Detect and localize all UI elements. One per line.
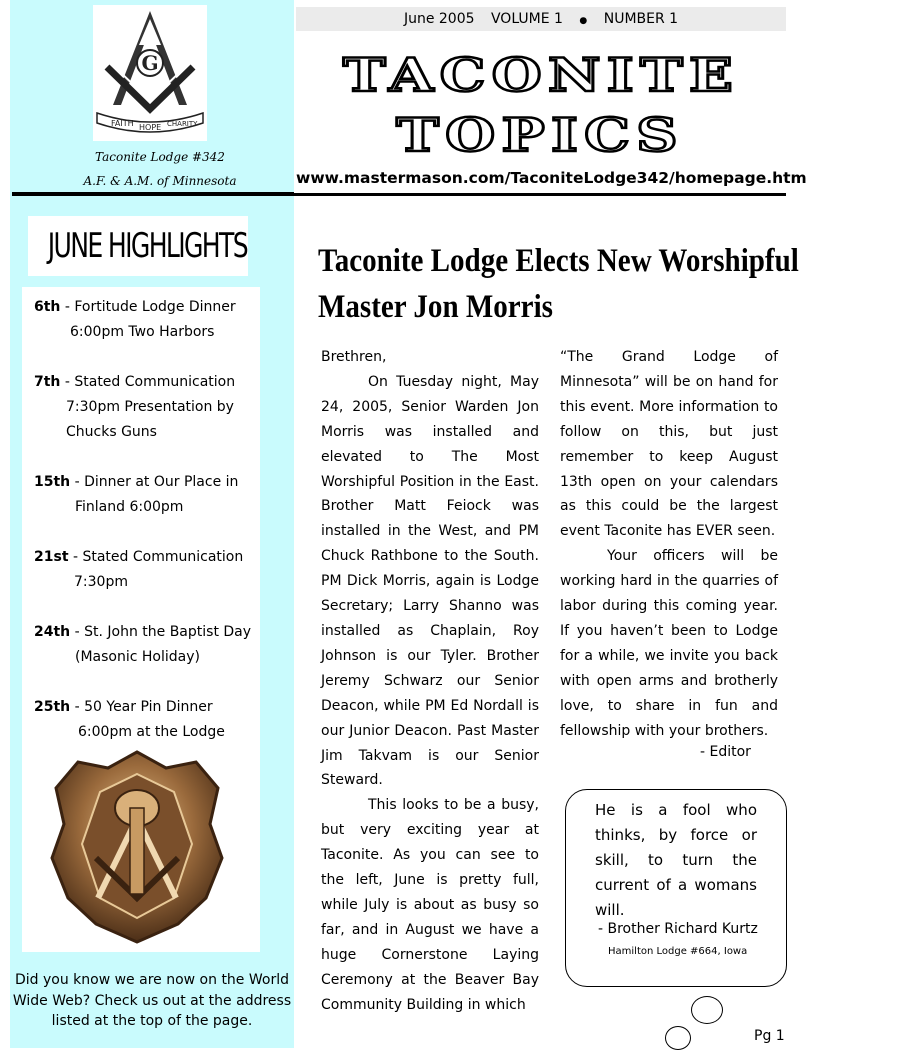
- article-paragraph: “The Grand Lodge of Minnesota” will be on hand for this event. More information to follow on this, but just remember to keep August 13th open on your calendars as this could be the largest event Taconite has EVER seen.: [560, 349, 778, 540]
- page-number: Pg 1: [754, 1028, 785, 1044]
- event-date: 6th: [34, 299, 61, 315]
- event-line1: 50 Year Pin Dinner: [84, 699, 213, 715]
- issue-bullet: ●: [579, 16, 588, 26]
- highlights-title: JUNE HIGHLIGHTS: [47, 226, 248, 266]
- masonic-logo: [93, 5, 207, 141]
- lodge-name: Taconite Lodge #342: [95, 150, 225, 164]
- event-date: 25th: [34, 699, 71, 715]
- article-paragraph: This looks to be a busy, but very exciting year at Taconite. As you can see to the left, June is pretty full, while July is about as busy so far, and in August we have a huge Cornerstone Laying Ceremony at the Beaver Bay Community Building in which: [321, 797, 539, 1013]
- divider-left: [12, 192, 294, 196]
- headline-line1: Taconite Lodge Elects New Worshipful: [318, 243, 799, 279]
- event-date: 21st: [34, 549, 69, 565]
- article-column-2: [560, 345, 778, 744]
- article-headline: [318, 238, 799, 330]
- divider-right: [294, 193, 786, 196]
- quote-author: - Brother Richard Kurtz: [598, 921, 758, 937]
- website-note: Did you know we are now on the World Wide Web? Check us out at the address listed at the top of the page.: [12, 972, 292, 1029]
- article-paragraph: On Tuesday night, May 24, 2005, Senior Warden Jon Morris was installed and elevated to The Most Worshipful Position in the East. Brother Matt Feiock was installed in the West, and PM Chuck Rathbone to the South. PM Dick Morris, again is Lodge Secretary; Larry Shanno was installed as Chaplain, Roy Johnson is our Tyler. Brother Jeremy Schwarz our Senior Deacon, while PM Ed Nordall is our Junior Deacon. Past Master Jim Takvam is our Senior Steward.: [321, 373, 539, 789]
- event-line3: Chucks Guns: [66, 424, 157, 440]
- event-date: 15th: [34, 474, 71, 490]
- article-column-1: [321, 345, 539, 1017]
- logo-word-charity: CHARITY: [167, 120, 198, 128]
- thought-bubble: [691, 996, 723, 1024]
- masonic-emblem: [46, 748, 228, 950]
- newsletter-title-line1: TACONITE: [342, 48, 740, 102]
- logo-word-hope: HOPE: [139, 123, 162, 132]
- square-compass-icon: [93, 5, 207, 141]
- event-line1: Stated Communication: [74, 374, 236, 390]
- event-item: 15th - Dinner at Our Place in Finland 6:00pm: [34, 470, 256, 520]
- quote-lodge: Hamilton Lodge #664, Iowa: [608, 946, 748, 957]
- logo-word-faith: FAITH: [111, 119, 134, 128]
- issue-number: NUMBER 1: [603, 11, 679, 27]
- event-date: 24th: [34, 624, 71, 640]
- issue-bar: [296, 7, 786, 31]
- website-url[interactable]: www.mastermason.com/TaconiteLodge342/homepage.htm: [296, 169, 807, 187]
- event-item: 7th - Stated Communication 7:30pm Presentation by Chucks Guns: [34, 370, 256, 445]
- article-paragraph: Your officers will be working hard in the quarries of labor during this coming year. If you haven’t been to Lodge for a while, we invite you back with open arms and brotherly love, to share in fun and fellowship with your brothers.: [560, 548, 778, 739]
- event-line2: 6:00pm Two Harbors: [70, 324, 215, 340]
- article-salutation: Brethren,: [321, 349, 387, 365]
- newsletter-title-line2: TOPICS: [396, 108, 684, 162]
- events-list: [22, 287, 260, 952]
- event-line1: Stated Communication: [82, 549, 244, 565]
- masonic-emblem-icon: [46, 748, 228, 946]
- highlights-header: [28, 216, 248, 276]
- event-item: 6th - Fortitude Lodge Dinner 6:00pm Two Harbors: [34, 295, 256, 345]
- event-line2: Finland 6:00pm: [75, 499, 184, 515]
- event-line2: 7:30pm Presentation by: [66, 399, 234, 415]
- quote-text: He is a fool who thinks, by force or skill, to turn the current of a womans will.: [595, 801, 757, 919]
- quote-box: [565, 789, 787, 987]
- event-date: 7th: [34, 374, 61, 390]
- event-line2: (Masonic Holiday): [75, 649, 200, 665]
- event-line1: Dinner at Our Place in: [84, 474, 239, 490]
- issue-date: June 2005: [403, 11, 475, 27]
- lodge-subtitle: A.F. & A.M. of Minnesota: [83, 174, 237, 188]
- event-line1: St. John the Baptist Day: [84, 624, 252, 640]
- event-item: 25th - 50 Year Pin Dinner 6:00pm at the Lodge: [34, 695, 256, 745]
- logo-letter: G: [141, 51, 159, 75]
- event-line2: 6:00pm at the Lodge: [78, 724, 225, 740]
- article-signoff: - Editor: [700, 744, 751, 760]
- sidebar: [10, 0, 294, 1048]
- event-line1: Fortitude Lodge Dinner: [74, 299, 236, 315]
- event-item: 24th - St. John the Baptist Day (Masonic Holiday): [34, 620, 256, 670]
- event-item: 21st - Stated Communication 7:30pm: [34, 545, 256, 595]
- headline-line2: Master Jon Morris: [318, 289, 553, 325]
- issue-volume: VOLUME 1: [490, 11, 563, 27]
- event-line2: 7:30pm: [74, 574, 128, 590]
- thought-bubble: [665, 1026, 691, 1050]
